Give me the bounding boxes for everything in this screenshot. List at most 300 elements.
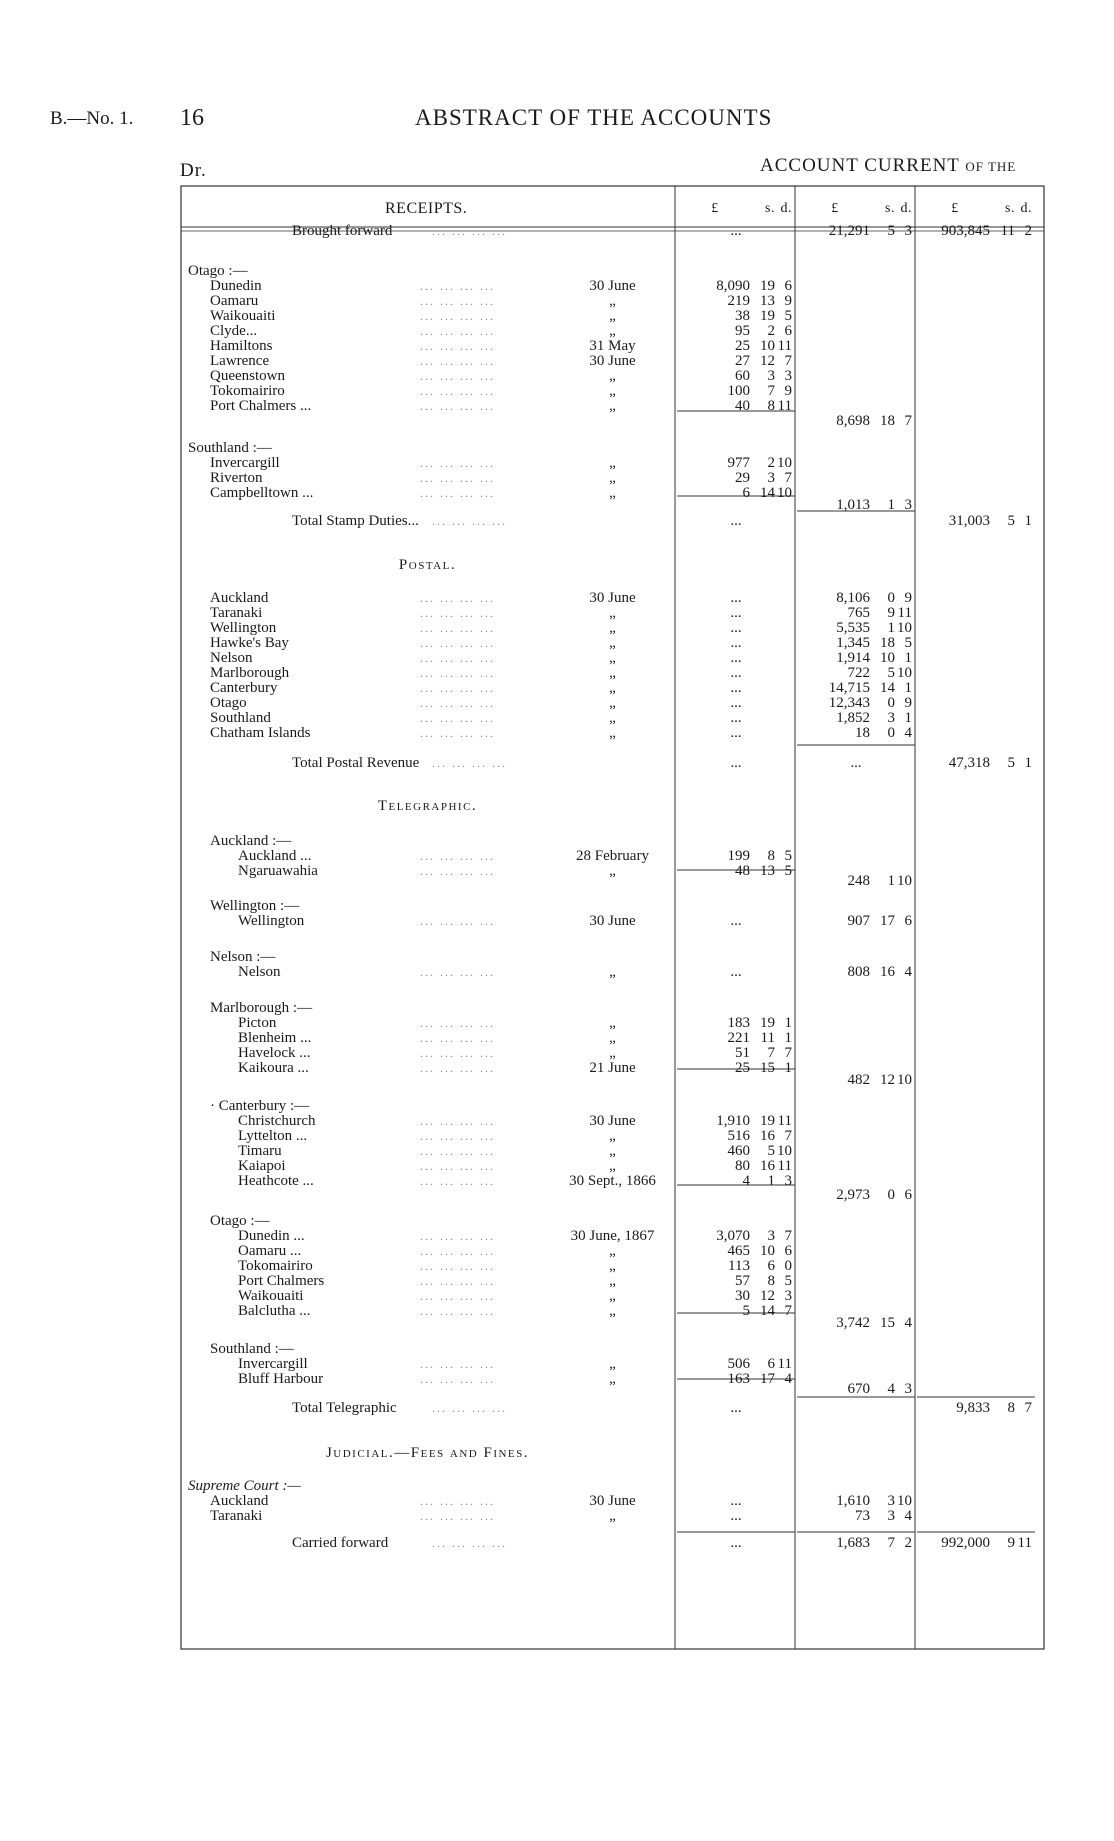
leader-dots: ... ... ... ... xyxy=(420,1229,495,1243)
c2-d: 1 xyxy=(904,650,912,666)
c1-pound: 100 xyxy=(727,383,750,399)
c2-s: 0 xyxy=(887,725,895,741)
c3-header-d: d. xyxy=(1020,201,1032,216)
c1-value: ... xyxy=(730,1400,742,1416)
row-date: 30 June xyxy=(589,1493,636,1509)
c2-header-pound: £ xyxy=(831,201,839,216)
c1-d: 7 xyxy=(784,1228,792,1244)
c1-d: 7 xyxy=(784,353,792,369)
c1-value: ... xyxy=(730,964,742,980)
c2-pound: 765 xyxy=(847,605,870,621)
c1-d: 4 xyxy=(784,1371,792,1387)
c2-pound: 1,345 xyxy=(836,635,870,651)
c2-s: 18 xyxy=(880,413,895,429)
c2-s: 0 xyxy=(887,590,895,606)
row-date: 31 May xyxy=(589,338,636,354)
row-date: „ xyxy=(609,605,616,621)
row-date: „ xyxy=(609,383,616,399)
c1-d: 6 xyxy=(784,278,792,294)
row-date: 21 June xyxy=(589,1060,636,1076)
c3-d: 7 xyxy=(1024,1400,1032,1416)
leader-dots: ... ... ... ... xyxy=(420,1289,495,1303)
leader-dots: ... ... ... ... xyxy=(432,1536,507,1550)
c2-pound: 1,610 xyxy=(836,1493,870,1509)
c2-d: 10 xyxy=(897,1493,912,1509)
c3-pound: 903,845 xyxy=(941,223,990,239)
row-date: „ xyxy=(609,1258,616,1274)
c2-s: 0 xyxy=(887,695,895,711)
c2-d: 4 xyxy=(904,725,912,741)
c1-pound: 40 xyxy=(735,398,750,414)
leader-dots: ... ... ... ... xyxy=(420,965,495,979)
c3-pound: 9,833 xyxy=(956,1400,990,1416)
leader-dots: ... ... ... ... xyxy=(420,696,495,710)
leader-dots: ... ... ... ... xyxy=(420,294,495,308)
c2-d: 3 xyxy=(904,497,912,513)
leader-dots: ... ... ... ... xyxy=(432,1401,507,1415)
row-label: Picton xyxy=(238,1015,277,1031)
leader-dots: ... ... ... ... xyxy=(420,486,495,500)
row-date: „ xyxy=(609,308,616,324)
leader-dots: ... ... ... ... xyxy=(420,1372,495,1386)
leader-dots: ... ... ... ... xyxy=(420,1244,495,1258)
c2-value: ... xyxy=(850,755,862,771)
row-label: Waikouaiti xyxy=(210,308,276,324)
c1-value: ... xyxy=(730,913,742,929)
c3-s: 11 xyxy=(1000,223,1015,239)
leader-dots: ... ... ... ... xyxy=(420,1304,495,1318)
c1-d: 1 xyxy=(784,1015,792,1031)
c1-pound: 29 xyxy=(735,470,750,486)
row-date: „ xyxy=(609,635,616,651)
c2-pound: 482 xyxy=(847,1072,870,1088)
c1-pound: 460 xyxy=(727,1143,750,1159)
c1-s: 11 xyxy=(760,1030,775,1046)
c1-d: 7 xyxy=(784,1128,792,1144)
row-label: Otago xyxy=(210,695,247,711)
row-label: Otago :— xyxy=(210,1213,270,1229)
c2-d: 3 xyxy=(904,1381,912,1397)
c1-pound: 27 xyxy=(735,353,750,369)
c1-value: ... xyxy=(730,680,742,696)
c2-d: 7 xyxy=(904,413,912,429)
c1-s: 8 xyxy=(767,1273,775,1289)
leader-dots: ... ... ... ... xyxy=(420,1494,495,1508)
c1-s: 7 xyxy=(767,383,775,399)
row-date: „ xyxy=(609,368,616,384)
c1-pound: 465 xyxy=(727,1243,750,1259)
leader-dots: ... ... ... ... xyxy=(420,1509,495,1523)
c1-d: 6 xyxy=(784,1243,792,1259)
c1-d: 0 xyxy=(784,1258,792,1274)
leader-dots: ... ... ... ... xyxy=(432,514,507,528)
row-date: „ xyxy=(609,680,616,696)
c1-d: 6 xyxy=(784,323,792,339)
c1-pound: 60 xyxy=(735,368,750,384)
c2-pound: 1,013 xyxy=(836,497,870,513)
leader-dots: ... ... ... ... xyxy=(420,1061,495,1075)
c1-value: ... xyxy=(730,725,742,741)
c3-pound: 992,000 xyxy=(941,1535,990,1551)
c2-s: 1 xyxy=(887,497,895,513)
row-label: Otago :— xyxy=(188,263,248,279)
row-date: „ xyxy=(609,710,616,726)
leader-dots: ... ... ... ... xyxy=(420,1016,495,1030)
row-label: Auckland :— xyxy=(210,833,292,849)
c2-s: 1 xyxy=(887,873,895,889)
c1-value: ... xyxy=(730,1493,742,1509)
row-label: Tokomairiro xyxy=(238,1258,313,1274)
c1-d: 7 xyxy=(784,1303,792,1319)
c1-s: 10 xyxy=(760,338,775,354)
row-label: Marlborough :— xyxy=(210,1000,313,1016)
c2-pound: 1,914 xyxy=(836,650,870,666)
row-label: Campbelltown ... xyxy=(210,485,314,501)
c2-s: 3 xyxy=(887,1493,895,1509)
c1-pound: 506 xyxy=(727,1356,750,1372)
c2-pound: 12,343 xyxy=(828,695,870,711)
c1-pound: 80 xyxy=(735,1158,750,1174)
c2-pound: 18 xyxy=(855,725,870,741)
c1-value: ... xyxy=(730,665,742,681)
c1-d: 11 xyxy=(777,1356,792,1372)
row-label: Ngaruawahia xyxy=(238,863,318,879)
c2-pound: 5,535 xyxy=(836,620,870,636)
leader-dots: ... ... ... ... xyxy=(432,756,507,770)
document-reference: B.—No. 1. xyxy=(50,108,134,129)
c2-pound: 722 xyxy=(847,665,870,681)
row-label: Port Chalmers xyxy=(238,1273,325,1289)
row-date: 28 February xyxy=(576,848,649,864)
row-label: Southland :— xyxy=(210,1341,294,1357)
row-date: „ xyxy=(609,1243,616,1259)
leader-dots: ... ... ... ... xyxy=(420,339,495,353)
row-label: Auckland xyxy=(210,590,269,606)
row-label: Heathcote ... xyxy=(238,1173,314,1189)
row-label: · Canterbury :— xyxy=(210,1098,310,1114)
row-date: „ xyxy=(609,1128,616,1144)
c2-d: 3 xyxy=(904,223,912,239)
row-date: „ xyxy=(609,1356,616,1372)
leader-dots: ... ... ... ... xyxy=(420,849,495,863)
row-label: Auckland xyxy=(210,1493,269,1509)
c1-d: 10 xyxy=(777,1143,792,1159)
page-title: ABSTRACT OF THE ACCOUNTS xyxy=(415,105,773,130)
c1-s: 14 xyxy=(760,485,775,501)
leader-dots: ... ... ... ... xyxy=(420,606,495,620)
row-label: Hawke's Bay xyxy=(210,635,289,651)
c2-pound: 14,715 xyxy=(828,680,870,696)
row-label: Timaru xyxy=(238,1143,282,1159)
c2-s: 4 xyxy=(887,1381,895,1397)
c1-pound: 1,910 xyxy=(716,1113,750,1129)
leader-dots: ... ... ... ... xyxy=(420,681,495,695)
c1-pound: 30 xyxy=(735,1288,750,1304)
c2-d: 4 xyxy=(904,1508,912,1524)
row-label: Total Postal Revenue xyxy=(292,755,420,771)
c1-d: 1 xyxy=(784,1060,792,1076)
row-date: „ xyxy=(609,650,616,666)
c1-d: 1 xyxy=(784,1030,792,1046)
c2-s: 7 xyxy=(887,1535,895,1551)
c1-pound: 25 xyxy=(735,338,750,354)
c1-d: 5 xyxy=(784,848,792,864)
c1-s: 8 xyxy=(767,848,775,864)
c2-d: 9 xyxy=(904,695,912,711)
c1-d: 5 xyxy=(784,1273,792,1289)
row-date: 30 June xyxy=(589,913,636,929)
c1-s: 16 xyxy=(760,1158,775,1174)
c1-value: ... xyxy=(730,1508,742,1524)
c3-header-s: s. xyxy=(1005,201,1015,216)
row-date: „ xyxy=(609,695,616,711)
receipts-column-header: RECEIPTS. xyxy=(385,200,468,217)
leader-dots: ... ... ... ... xyxy=(420,726,495,740)
row-label: Clyde... xyxy=(210,323,258,339)
c2-pound: 1,683 xyxy=(836,1535,870,1551)
row-label: Oamaru xyxy=(210,293,259,309)
leader-dots: ... ... ... ... xyxy=(420,309,495,323)
row-label: Invercargill xyxy=(210,455,280,471)
c1-pound: 183 xyxy=(727,1015,750,1031)
c2-s: 3 xyxy=(887,1508,895,1524)
row-label: Taranaki xyxy=(210,1508,263,1524)
c1-value: ... xyxy=(730,605,742,621)
row-label: Auckland ... xyxy=(238,848,312,864)
row-date: „ xyxy=(609,1288,616,1304)
c1-s: 3 xyxy=(767,1228,775,1244)
leader-dots: ... ... ... ... xyxy=(420,1144,495,1158)
leader-dots: ... ... ... ... xyxy=(420,1046,495,1060)
leader-dots: ... ... ... ... xyxy=(420,1129,495,1143)
c1-s: 17 xyxy=(760,1371,775,1387)
account-title-main: ACCOUNT CURRENT xyxy=(760,155,960,176)
c1-s: 13 xyxy=(760,293,775,309)
row-date: „ xyxy=(609,1045,616,1061)
c1-s: 16 xyxy=(760,1128,775,1144)
row-label: Dunedin xyxy=(210,278,262,294)
row-label: Kaikoura ... xyxy=(238,1060,309,1076)
row-label: Riverton xyxy=(210,470,263,486)
row-date: „ xyxy=(609,665,616,681)
c2-d: 10 xyxy=(897,1072,912,1088)
c1-pound: 6 xyxy=(742,485,750,501)
row-date: „ xyxy=(609,725,616,741)
row-label: Nelson xyxy=(238,964,281,980)
leader-dots: ... ... ... ... xyxy=(420,1114,495,1128)
row-label: Wellington :— xyxy=(210,898,300,914)
c2-header-d: d. xyxy=(900,201,912,216)
c1-pound: 199 xyxy=(727,848,750,864)
c1-pound: 4 xyxy=(742,1173,750,1189)
c2-pound: 248 xyxy=(847,873,870,889)
row-label: Wellington xyxy=(210,620,277,636)
c1-pound: 5 xyxy=(742,1303,750,1319)
c1-d: 11 xyxy=(777,1158,792,1174)
c2-d: 6 xyxy=(904,913,912,929)
c2-s: 3 xyxy=(887,710,895,726)
row-date: „ xyxy=(609,1143,616,1159)
leader-dots: ... ... ... ... xyxy=(420,636,495,650)
c1-pound: 25 xyxy=(735,1060,750,1076)
row-date: „ xyxy=(609,620,616,636)
c2-d: 11 xyxy=(897,605,912,621)
leader-dots: ... ... ... ... xyxy=(420,1174,495,1188)
c2-s: 12 xyxy=(880,1072,895,1088)
c1-d: 10 xyxy=(777,455,792,471)
page-number: 16 xyxy=(180,105,204,131)
leader-dots: ... ... ... ... xyxy=(420,1274,495,1288)
c2-pound: 808 xyxy=(847,964,870,980)
leader-dots: ... ... ... ... xyxy=(420,591,495,605)
c2-pound: 907 xyxy=(847,913,870,929)
row-date: „ xyxy=(609,964,616,980)
c1-s: 2 xyxy=(767,323,775,339)
row-label: Taranaki xyxy=(210,605,263,621)
c1-pound: 57 xyxy=(735,1273,750,1289)
c2-s: 9 xyxy=(887,605,895,621)
c2-s: 5 xyxy=(887,665,895,681)
leader-dots: ... ... ... ... xyxy=(420,384,495,398)
c1-value: ... xyxy=(730,710,742,726)
c1-d: 3 xyxy=(784,368,792,384)
row-label: Waikouaiti xyxy=(238,1288,304,1304)
c1-s: 19 xyxy=(760,1015,775,1031)
c2-pound: 3,742 xyxy=(836,1315,870,1331)
c2-s: 0 xyxy=(887,1187,895,1203)
receipts-ledger-table xyxy=(180,185,1045,1650)
leader-dots: ... ... ... ... xyxy=(420,651,495,665)
row-date: 30 June xyxy=(589,353,636,369)
c2-d: 4 xyxy=(904,964,912,980)
row-date: 30 June xyxy=(589,278,636,294)
row-date: „ xyxy=(609,398,616,414)
c1-header-s: s. xyxy=(765,201,775,216)
c1-pound: 163 xyxy=(727,1371,750,1387)
c1-value: ... xyxy=(730,513,742,529)
row-label: Lawrence xyxy=(210,353,270,369)
c1-d: 3 xyxy=(784,1173,792,1189)
c1-pound: 38 xyxy=(735,308,750,324)
c1-pound: 113 xyxy=(728,1258,750,1274)
c1-s: 7 xyxy=(767,1045,775,1061)
c1-value: ... xyxy=(730,620,742,636)
leader-dots: ... ... ... ... xyxy=(420,279,495,293)
c3-d: 1 xyxy=(1024,755,1032,771)
c1-value: ... xyxy=(730,590,742,606)
row-date: „ xyxy=(609,455,616,471)
row-label: Nelson xyxy=(210,650,253,666)
row-date: „ xyxy=(609,323,616,339)
c1-pound: 48 xyxy=(735,863,750,879)
c1-header-d: d. xyxy=(780,201,792,216)
c3-pound: 47,318 xyxy=(948,755,990,771)
c2-pound: 8,106 xyxy=(836,590,870,606)
row-date: „ xyxy=(609,1303,616,1319)
debit-label: Dr. xyxy=(180,160,207,181)
c2-pound: 2,973 xyxy=(836,1187,870,1203)
c2-d: 10 xyxy=(897,620,912,636)
row-label: Wellington xyxy=(238,913,305,929)
leader-dots: ... ... ... ... xyxy=(420,864,495,878)
c1-s: 19 xyxy=(760,278,775,294)
c1-s: 1 xyxy=(767,1173,775,1189)
c1-pound: 977 xyxy=(727,455,750,471)
c1-d: 11 xyxy=(777,398,792,414)
leader-dots: ... ... ... ... xyxy=(420,1357,495,1371)
c1-value: ... xyxy=(730,635,742,651)
c3-pound: 31,003 xyxy=(948,513,990,529)
row-label: Brought forward xyxy=(292,223,393,239)
c2-d: 1 xyxy=(904,710,912,726)
c2-s: 5 xyxy=(887,223,895,239)
account-title-small: OF THE xyxy=(965,159,1017,174)
c1-d: 7 xyxy=(784,1045,792,1061)
leader-dots: ... ... ... ... xyxy=(420,914,495,928)
c1-pound: 219 xyxy=(727,293,750,309)
c2-pound: 21,291 xyxy=(828,223,870,239)
c2-pound: 73 xyxy=(855,1508,870,1524)
c1-s: 12 xyxy=(760,1288,775,1304)
row-date: „ xyxy=(609,1158,616,1174)
c3-s: 9 xyxy=(1007,1535,1015,1551)
row-label: Port Chalmers ... xyxy=(210,398,312,414)
row-label: Lyttelton ... xyxy=(238,1128,308,1144)
c3-header-pound: £ xyxy=(951,201,959,216)
row-label: Havelock ... xyxy=(238,1045,311,1061)
c2-pound: 1,852 xyxy=(836,710,870,726)
c2-s: 14 xyxy=(880,680,895,696)
c2-s: 10 xyxy=(880,650,895,666)
row-label: Oamaru ... xyxy=(238,1243,302,1259)
c1-d: 7 xyxy=(784,470,792,486)
c1-header-pound: £ xyxy=(711,201,719,216)
row-date: „ xyxy=(609,485,616,501)
c1-d: 11 xyxy=(777,1113,792,1129)
c2-s: 15 xyxy=(880,1315,895,1331)
c1-d: 3 xyxy=(784,1288,792,1304)
c2-d: 10 xyxy=(897,665,912,681)
c1-d: 10 xyxy=(777,485,792,501)
row-label: Balclutha ... xyxy=(238,1303,311,1319)
c1-s: 12 xyxy=(760,353,775,369)
c1-s: 5 xyxy=(767,1143,775,1159)
c2-s: 16 xyxy=(880,964,895,980)
section-heading: Telegraphic. xyxy=(377,798,478,814)
row-label: Southland :— xyxy=(188,440,272,456)
c1-value: ... xyxy=(730,695,742,711)
row-label: Queenstown xyxy=(210,368,285,384)
row-label: Chatham Islands xyxy=(210,725,311,741)
leader-dots: ... ... ... ... xyxy=(420,1159,495,1173)
c2-pound: 8,698 xyxy=(836,413,870,429)
c1-pound: 221 xyxy=(727,1030,750,1046)
c1-s: 3 xyxy=(767,470,775,486)
account-title xyxy=(760,155,1016,177)
row-label: Blenheim ... xyxy=(238,1030,312,1046)
c1-value: ... xyxy=(730,755,742,771)
c1-s: 14 xyxy=(760,1303,775,1319)
c3-s: 8 xyxy=(1007,1400,1015,1416)
c3-d: 11 xyxy=(1017,1535,1032,1551)
row-label: Carried forward xyxy=(292,1535,389,1551)
c2-s: 18 xyxy=(880,635,895,651)
c1-d: 5 xyxy=(784,308,792,324)
section-heading: Postal. xyxy=(398,557,457,573)
leader-dots: ... ... ... ... xyxy=(420,399,495,413)
leader-dots: ... ... ... ... xyxy=(420,324,495,338)
leader-dots: ... ... ... ... xyxy=(420,471,495,485)
